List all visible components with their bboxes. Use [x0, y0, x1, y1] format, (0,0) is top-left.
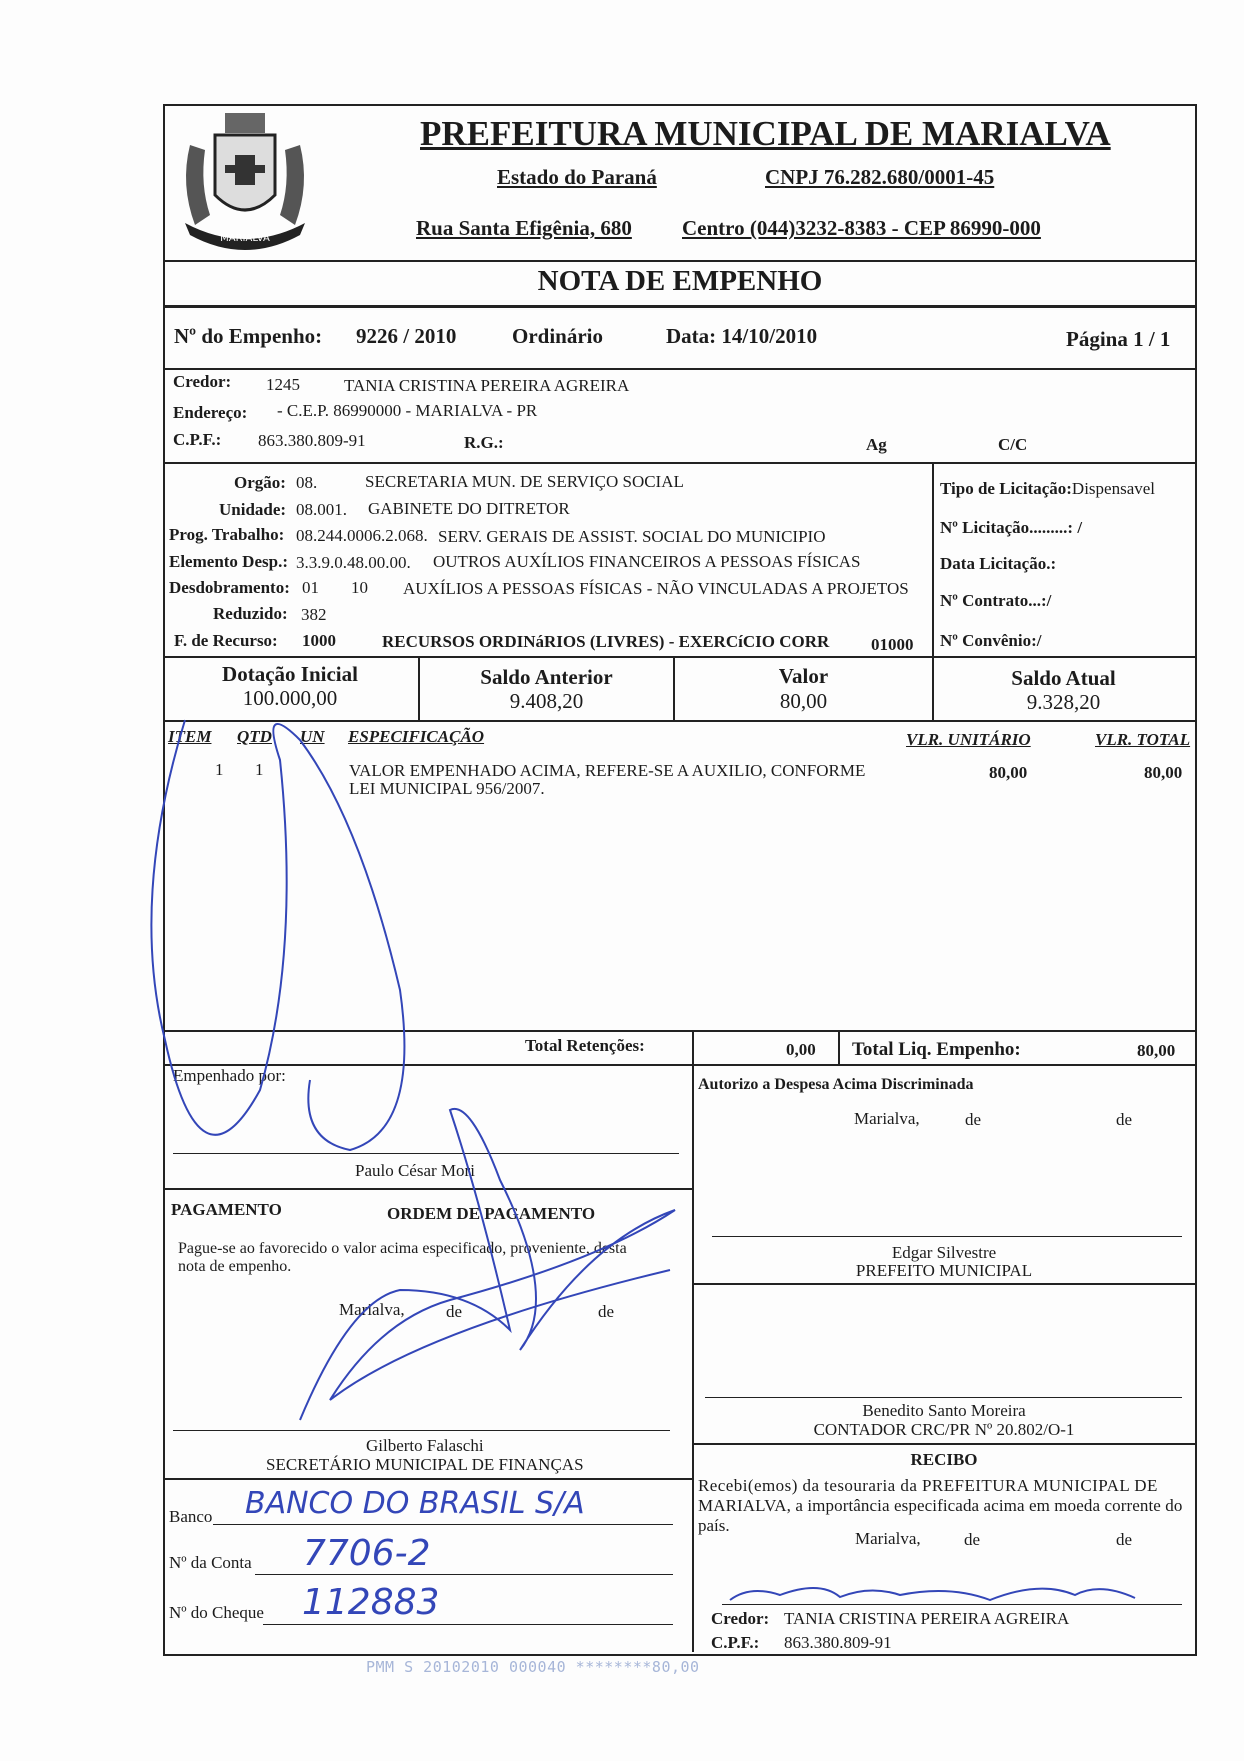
convenio-number: Nº Convênio:/	[940, 631, 1042, 650]
header-title: PREFEITURA MUNICIPAL DE MARIALVA	[420, 114, 1111, 153]
doc-title: NOTA DE EMPENHO	[537, 265, 823, 297]
recurso-code2: 01000	[871, 635, 914, 654]
empenhado-label: Empenhado por:	[173, 1066, 286, 1085]
contador-name: Benedito Santo Moreira	[862, 1401, 1026, 1420]
orgao-code: 08.	[296, 473, 318, 492]
cheque-value: 112883	[302, 1582, 440, 1623]
banco-label: Banco	[169, 1507, 213, 1526]
machine-stamp: PMM S 20102010 000040 ********80,00	[366, 1658, 700, 1676]
address-label: Endereço:	[173, 403, 248, 422]
page-number: Página 1 / 1	[1066, 327, 1171, 351]
saldo-atual-value: 9.328,20	[1026, 690, 1101, 714]
contador-title: CONTADOR CRC/PR Nº 20.802/O-1	[813, 1420, 1075, 1439]
pague-text-line2: nota de empenho.	[178, 1258, 292, 1275]
col-un: UN	[300, 727, 325, 746]
autorizo-de1: de	[965, 1110, 982, 1129]
address-value: - C.E.P. 86990000 - MARIALVA - PR	[277, 401, 538, 420]
valor-label: Valor	[778, 664, 829, 688]
secretario-title: SECRETÁRIO MUNICIPAL DE FINANÇAS	[266, 1455, 584, 1474]
recibo-credor-name: TANIA CRISTINA PEREIRA AGREIRA	[784, 1609, 1070, 1628]
recurso-label: F. de Recurso:	[174, 631, 278, 650]
liquido-label: Total Liq. Empenho:	[852, 1039, 1021, 1060]
prog-code: 08.244.0006.2.068.	[296, 526, 428, 545]
empenho-date: Data: 14/10/2010	[666, 324, 818, 348]
retencoes-label: Total Retenções:	[525, 1036, 645, 1055]
empenhado-name: Paulo César Mori	[355, 1161, 475, 1180]
orgao-label: Orgão:	[234, 473, 286, 492]
reduzido-label: Reduzido:	[213, 604, 288, 623]
pague-text-line1: Pague-se ao favorecido o valor acima especificado, proveniente, desta	[178, 1240, 627, 1257]
empenho-type: Ordinário	[512, 324, 604, 348]
pagamento-de1: de	[446, 1302, 463, 1321]
prog-label: Prog. Trabalho:	[169, 525, 285, 544]
desdobramento-code2: 10	[351, 578, 368, 597]
recurso-name: RECURSOS ORDINáRIOS (LIVRES) - EXERCíCIO CORR	[382, 632, 830, 651]
signature-empenhado	[151, 720, 404, 1150]
row-unit-value: 80,00	[989, 763, 1028, 782]
col-spec: ESPECIFICAÇÃO	[348, 727, 485, 746]
signature-gilberto	[300, 1109, 675, 1420]
elemento-label: Elemento Desp.:	[169, 552, 288, 571]
pagamento-label: PAGAMENTO	[171, 1200, 282, 1219]
col-total-value: VLR. TOTAL	[1095, 730, 1191, 749]
contrato-number: Nº Contrato...:/	[940, 591, 1052, 610]
dotacao-inicial-label: Dotação Inicial	[222, 662, 358, 686]
header-state: Estado do Paraná	[497, 165, 657, 189]
cc-label: C/C	[998, 435, 1028, 454]
recibo-de1: de	[964, 1530, 981, 1549]
cpf-label: C.P.F.:	[173, 430, 222, 449]
recurso-code: 1000	[302, 631, 336, 650]
licitacao-date: Data Licitação.:	[940, 554, 1057, 573]
orgao-name: SECRETARIA MUN. DE SERVIÇO SOCIAL	[365, 472, 684, 491]
desdobramento-code1: 01	[302, 578, 319, 597]
licitacao-number: Nº Licitação.........: /	[940, 518, 1083, 537]
credor-name: TANIA CRISTINA PEREIRA AGREIRA	[344, 376, 630, 395]
svg-text:MARIALVA: MARIALVA	[220, 233, 270, 244]
recibo-cpf-label: C.P.F.:	[711, 1633, 760, 1652]
desdobramento-name: AUXÍLIOS A PESSOAS FÍSICAS - NÃO VINCULADAS A PROJETOS	[403, 579, 909, 598]
header-address: Centro (044)3232-8383 - CEP 86990-000	[682, 216, 1041, 240]
secretario-name: Gilberto Falaschi	[366, 1436, 484, 1455]
unidade-name: GABINETE DO DITRETOR	[368, 499, 570, 518]
desdobramento-label: Desdobramento:	[169, 578, 290, 597]
prefeito-title: PREFEITO MUNICIPAL	[855, 1261, 1033, 1280]
licitacao-type-value: Dispensavel	[1071, 479, 1156, 498]
recibo-label: RECIBO	[910, 1450, 978, 1469]
recibo-de2: de	[1116, 1530, 1133, 1549]
recibo-text-line1: Recebi(emos) da tesouraria da PREFEITURA MUNICIPAL DE	[698, 1476, 1158, 1495]
recibo-cpf: 863.380.809-91	[784, 1633, 892, 1652]
ordem-label: ORDEM DE PAGAMENTO	[387, 1204, 596, 1223]
rg-label: R.G.:	[464, 433, 504, 452]
retencoes-value: 0,00	[786, 1040, 816, 1059]
conta-label: Nº da Conta	[169, 1553, 252, 1572]
elemento-name: OUTROS AUXÍLIOS FINANCEIROS A PESSOAS FÍSICAS	[433, 552, 861, 571]
row-qtd: 1	[255, 760, 264, 779]
pagamento-marialva: Marialva,	[339, 1300, 405, 1319]
empenho-number-label: Nº do Empenho:	[174, 324, 323, 348]
signature-tania	[730, 1588, 1135, 1600]
saldo-anterior-label: Saldo Anterior	[480, 665, 613, 689]
unidade-label: Unidade:	[219, 500, 287, 519]
valor-value: 80,00	[779, 689, 828, 713]
cpf-value: 863.380.809-91	[258, 431, 366, 450]
unidade-code: 08.001.	[296, 500, 347, 519]
row-item: 1	[215, 760, 224, 779]
header-street: Rua Santa Efigênia, 680	[416, 216, 632, 240]
credor-label: Credor:	[173, 372, 232, 391]
saldo-anterior-value: 9.408,20	[509, 689, 584, 713]
col-item: ITEM	[168, 727, 212, 746]
row-spec-line1: VALOR EMPENHADO ACIMA, REFERE-SE A AUXILIO, CONFORME	[349, 761, 866, 780]
cheque-label: Nº do Cheque	[169, 1603, 264, 1622]
autorizo-text: Autorizo a Despesa Acima Discriminada	[698, 1076, 974, 1093]
reduzido-value: 382	[301, 605, 327, 624]
row-spec-line2: LEI MUNICIPAL 956/2007.	[349, 779, 545, 798]
dotacao-inicial-value: 100.000,00	[242, 686, 338, 710]
prefeito-name: Edgar Silvestre	[891, 1243, 997, 1262]
recibo-text-line2: MARIALVA, a importância especificada acima em moeda corrente do	[698, 1496, 1183, 1515]
elemento-code: 3.3.9.0.48.00.00.	[296, 553, 411, 572]
col-unit-value: VLR. UNITÁRIO	[906, 730, 1031, 749]
autorizo-de2: de	[1116, 1110, 1133, 1129]
liquido-value: 80,00	[1137, 1041, 1176, 1060]
header-cnpj: CNPJ 76.282.680/0001-45	[765, 165, 995, 189]
conta-value: 7706-2	[303, 1533, 431, 1574]
recibo-marialva: Marialva,	[855, 1529, 921, 1548]
banco-value: BANCO DO BRASIL S/A	[245, 1486, 585, 1521]
prog-name: SERV. GERAIS DE ASSIST. SOCIAL DO MUNICIPIO	[438, 527, 826, 546]
recibo-credor-label: Credor:	[711, 1609, 770, 1628]
pagamento-de2: de	[598, 1302, 615, 1321]
row-total-value: 80,00	[1144, 763, 1183, 782]
recibo-text-line3: país.	[698, 1516, 730, 1535]
saldo-atual-label: Saldo Atual	[1011, 666, 1116, 690]
credor-code: 1245	[266, 375, 300, 394]
autorizo-marialva: Marialva,	[854, 1109, 920, 1128]
empenho-number: 9226 / 2010	[356, 324, 457, 348]
col-qtd: QTD	[237, 727, 272, 746]
ag-label: Ag	[866, 435, 887, 454]
licitacao-type-label: Tipo de Licitação:	[940, 479, 1072, 498]
